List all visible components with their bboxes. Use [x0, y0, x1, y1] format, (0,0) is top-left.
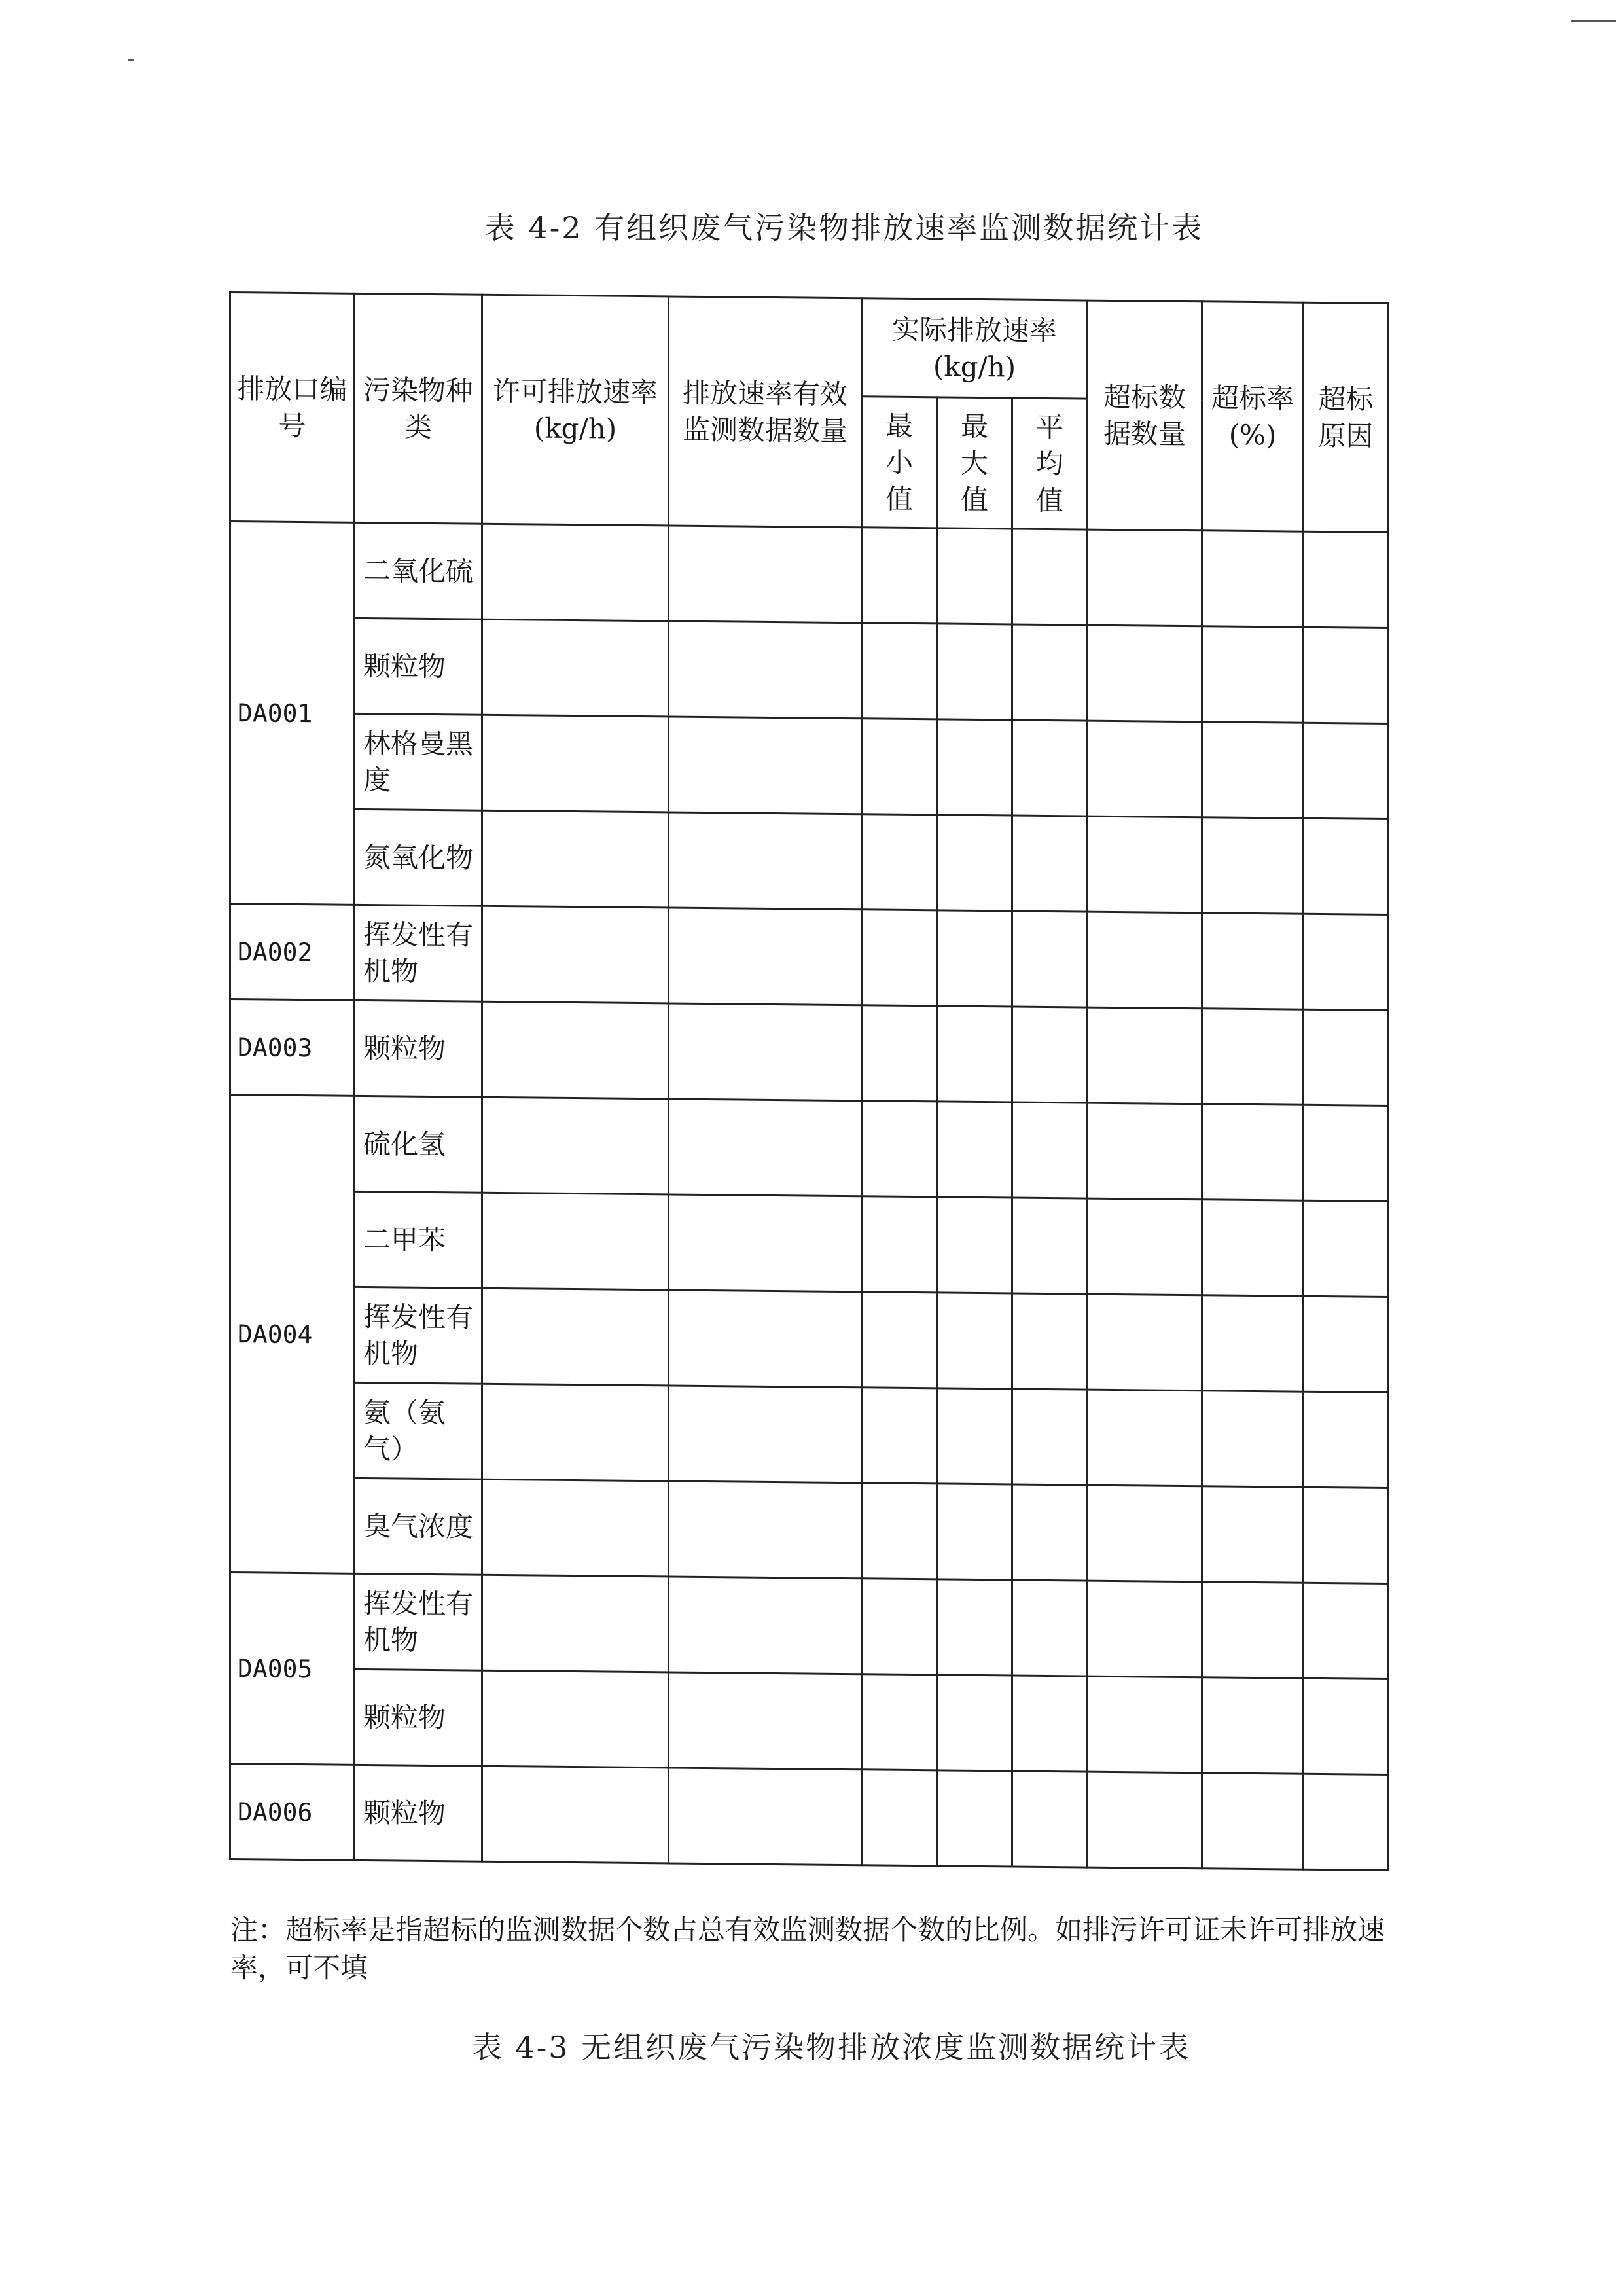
exceed-count-cell[interactable]: [1088, 1485, 1202, 1582]
outlet-cell: DA005: [230, 1573, 355, 1765]
avg-cell[interactable]: [1012, 816, 1088, 912]
exceed-count-cell[interactable]: [1088, 1007, 1202, 1104]
table-title: 表 4-2 有组织废气污染物排放速率监测数据统计表: [484, 210, 1204, 245]
exceed-reason-cell[interactable]: [1304, 1678, 1389, 1774]
pollutant-cell: 挥发性有机物: [355, 1287, 482, 1384]
exceed-reason-cell[interactable]: [1304, 1391, 1389, 1488]
header-valid-count: 排放速率有效监测数据数量: [669, 296, 862, 528]
exceed-count-cell[interactable]: [1088, 1772, 1202, 1869]
pollutant-cell: 颗粒物: [355, 1669, 482, 1766]
avg-cell[interactable]: [1012, 1007, 1088, 1103]
permit-rate-cell[interactable]: [482, 619, 669, 717]
valid-count-cell[interactable]: [669, 526, 862, 623]
header-permit-rate: 许可排放速率(kg/h): [482, 295, 669, 526]
permit-rate-cell[interactable]: [482, 1670, 669, 1768]
exceed-rate-cell[interactable]: [1202, 1009, 1304, 1105]
min-cell[interactable]: [862, 814, 937, 910]
scan-mark: [128, 59, 134, 61]
max-cell[interactable]: [937, 910, 1012, 1007]
valid-count-cell[interactable]: [669, 1290, 862, 1388]
max-cell[interactable]: [937, 1102, 1012, 1198]
exceed-reason-cell[interactable]: [1304, 723, 1389, 819]
avg-cell[interactable]: [1012, 1771, 1088, 1867]
avg-cell[interactable]: [1012, 1198, 1088, 1294]
exceed-rate-cell[interactable]: [1202, 1391, 1304, 1487]
max-cell[interactable]: [937, 719, 1012, 816]
pollutant-cell: 臭气浓度: [355, 1478, 482, 1575]
header-avg-label: 平均值: [1036, 410, 1064, 516]
avg-cell[interactable]: [1012, 1484, 1088, 1581]
min-cell[interactable]: [862, 1579, 937, 1675]
exceed-rate-cell[interactable]: [1202, 1104, 1304, 1200]
permit-rate-cell[interactable]: [482, 524, 669, 621]
permit-rate-cell[interactable]: [482, 1001, 669, 1099]
outlet-cell: DA006: [230, 1764, 355, 1861]
avg-cell[interactable]: [1012, 1102, 1088, 1198]
table-row: [230, 1573, 1389, 1679]
permit-rate-cell[interactable]: [482, 906, 669, 1003]
valid-count-cell[interactable]: [669, 1194, 862, 1292]
min-cell[interactable]: [862, 1483, 937, 1579]
pollutant-cell: 颗粒物: [355, 618, 482, 715]
table-row: [230, 713, 1389, 819]
permit-rate-cell[interactable]: [482, 1766, 669, 1863]
table-row: [230, 999, 1389, 1106]
table-note: 注：超标率是指超标的监测数据个数占总有效监测数据个数的比例。如排污许可证未许可排放速率，可不填: [230, 1914, 1385, 1984]
min-cell[interactable]: [862, 1005, 937, 1102]
table-row: [230, 522, 1389, 628]
avg-cell[interactable]: [1012, 720, 1088, 816]
valid-count-cell[interactable]: [669, 1577, 862, 1674]
exceed-count-cell[interactable]: [1088, 816, 1202, 913]
table-body: [230, 522, 1389, 1871]
avg-cell[interactable]: [1012, 1580, 1088, 1676]
header-exceed-count: 超标数据数量: [1088, 300, 1202, 531]
max-cell[interactable]: [937, 624, 1012, 720]
avg-cell[interactable]: [1012, 624, 1088, 721]
exceed-reason-cell[interactable]: [1304, 1487, 1389, 1583]
exceed-rate-cell[interactable]: [1202, 1773, 1304, 1869]
outlet-cell: DA001: [230, 522, 355, 905]
table-row: [230, 1191, 1389, 1297]
exceed-count-cell[interactable]: [1088, 721, 1202, 817]
valid-count-cell[interactable]: [669, 717, 862, 814]
permit-rate-cell[interactable]: [482, 1384, 669, 1481]
header-pollutant: 污染物种类: [355, 293, 482, 524]
pollutant-cell: 挥发性有机物: [355, 1573, 482, 1670]
header-outlet: 排放口编号: [230, 293, 355, 523]
min-cell[interactable]: [862, 623, 937, 719]
valid-count-cell[interactable]: [669, 812, 862, 910]
next-table-title: 表 4-3 无组织废气污染物排放浓度监测数据统计表: [471, 2030, 1191, 2065]
max-cell[interactable]: [937, 1006, 1012, 1102]
avg-cell[interactable]: [1012, 529, 1088, 625]
table-row: [230, 1764, 1389, 1871]
exceed-reason-cell[interactable]: [1304, 1009, 1389, 1105]
min-cell[interactable]: [862, 1292, 937, 1388]
exceed-count-cell[interactable]: [1088, 912, 1202, 1009]
min-cell[interactable]: [862, 1196, 937, 1293]
header-exceed-rate: 超标率(%): [1202, 302, 1304, 531]
exceed-reason-cell[interactable]: [1304, 1296, 1389, 1392]
avg-cell[interactable]: [1012, 911, 1088, 1007]
pollutant-cell: 颗粒物: [355, 1000, 482, 1097]
max-cell[interactable]: [937, 1388, 1012, 1484]
min-cell[interactable]: [862, 719, 937, 815]
exceed-count-cell[interactable]: [1088, 529, 1202, 626]
permit-rate-cell[interactable]: [482, 1288, 669, 1386]
exceed-count-cell[interactable]: [1088, 625, 1202, 722]
pollutant-cell: 二氧化硫: [355, 522, 482, 619]
exceed-reason-cell[interactable]: [1304, 1774, 1389, 1870]
max-cell[interactable]: [937, 815, 1012, 911]
min-cell[interactable]: [862, 1770, 937, 1866]
header-actual-rate-label: 实际排放速率: [892, 313, 1058, 347]
header-exceed-reason: 超标原因: [1304, 302, 1389, 532]
emission-rate-table: [229, 291, 1389, 1871]
exceed-rate-cell[interactable]: [1202, 722, 1304, 818]
header-max-label: 最大值: [961, 410, 989, 516]
header-max: [937, 397, 1012, 529]
max-cell[interactable]: [937, 1770, 1012, 1867]
permit-rate-cell[interactable]: [482, 1097, 669, 1194]
permit-rate-cell[interactable]: [482, 1575, 669, 1672]
pollutant-cell: 二甲苯: [355, 1191, 482, 1288]
exceed-count-cell[interactable]: [1088, 1103, 1202, 1200]
header-min-label: 最小值: [885, 409, 914, 515]
min-cell[interactable]: [862, 910, 937, 1006]
outlet-cell: DA004: [230, 1095, 355, 1574]
valid-count-cell[interactable]: [669, 1481, 862, 1579]
max-cell[interactable]: [937, 1293, 1012, 1389]
table-row: [230, 1095, 1389, 1202]
valid-count-cell[interactable]: [669, 1672, 862, 1770]
valid-count-cell[interactable]: [669, 1386, 862, 1483]
exceed-rate-cell[interactable]: [1202, 626, 1304, 723]
exceed-reason-cell[interactable]: [1304, 1200, 1389, 1297]
valid-count-cell[interactable]: [669, 621, 862, 719]
exceed-reason-cell[interactable]: [1304, 1583, 1389, 1679]
table-row: [230, 1382, 1389, 1488]
valid-count-cell[interactable]: [669, 1099, 862, 1196]
avg-cell[interactable]: [1012, 1293, 1088, 1390]
valid-count-cell[interactable]: [669, 908, 862, 1005]
table-row: [230, 1286, 1389, 1393]
pollutant-cell: 氨（氨气）: [355, 1382, 482, 1479]
permit-rate-cell[interactable]: [482, 1193, 669, 1290]
header-actual-rate-unit: (kg/h): [933, 350, 1016, 384]
valid-count-cell[interactable]: [669, 1003, 862, 1101]
exceed-rate-cell[interactable]: [1202, 817, 1304, 914]
permit-rate-cell[interactable]: [482, 1479, 669, 1577]
pollutant-cell: 颗粒物: [355, 1765, 482, 1861]
exceed-reason-cell[interactable]: [1304, 531, 1389, 628]
max-cell[interactable]: [937, 1579, 1012, 1676]
pollutant-cell: 氮氧化物: [355, 809, 482, 906]
exceed-reason-cell[interactable]: [1304, 914, 1389, 1010]
outlet-cell: DA002: [230, 904, 355, 1001]
min-cell[interactable]: [862, 528, 937, 624]
exceed-rate-cell[interactable]: [1202, 1200, 1304, 1296]
max-cell[interactable]: [937, 1197, 1012, 1293]
exceed-reason-cell[interactable]: [1304, 627, 1389, 723]
permit-rate-cell[interactable]: [482, 715, 669, 812]
pollutant-cell: 硫化氢: [355, 1096, 482, 1193]
min-cell[interactable]: [862, 1101, 937, 1197]
exceed-reason-cell[interactable]: [1304, 1105, 1389, 1201]
avg-cell[interactable]: [1012, 1389, 1088, 1485]
pollutant-cell: 挥发性有机物: [355, 905, 482, 1001]
exceed-rate-cell[interactable]: [1202, 1677, 1304, 1774]
avg-cell[interactable]: [1012, 1676, 1088, 1772]
table-row: [230, 1477, 1389, 1584]
table-row: [230, 808, 1389, 915]
max-cell[interactable]: [937, 528, 1012, 624]
table-row: [230, 617, 1389, 724]
exceed-count-cell[interactable]: [1088, 1581, 1202, 1677]
table-row: [230, 904, 1389, 1011]
exceed-rate-cell[interactable]: [1202, 531, 1304, 627]
exceed-rate-cell[interactable]: [1202, 1582, 1304, 1678]
min-cell[interactable]: [862, 1674, 937, 1770]
exceed-count-cell[interactable]: [1088, 1390, 1202, 1486]
min-cell[interactable]: [862, 1388, 937, 1484]
exceed-count-cell[interactable]: [1088, 1294, 1202, 1391]
header-min: [862, 397, 937, 528]
exceed-rate-cell[interactable]: [1202, 913, 1304, 1009]
header-avg: [1012, 398, 1088, 529]
outlet-cell: DA003: [230, 999, 355, 1096]
table-row: [230, 1668, 1389, 1775]
exceed-count-cell[interactable]: [1088, 1676, 1202, 1773]
max-cell[interactable]: [937, 1675, 1012, 1771]
valid-count-cell[interactable]: [669, 1768, 862, 1865]
header-actual-rate: [862, 298, 1088, 399]
scan-mark: [1571, 20, 1616, 22]
exceed-rate-cell[interactable]: [1202, 1295, 1304, 1391]
max-cell[interactable]: [937, 1484, 1012, 1580]
permit-rate-cell[interactable]: [482, 810, 669, 908]
exceed-rate-cell[interactable]: [1202, 1486, 1304, 1583]
pollutant-cell: 林格曼黑度: [355, 713, 482, 810]
exceed-count-cell[interactable]: [1088, 1198, 1202, 1295]
exceed-reason-cell[interactable]: [1304, 818, 1389, 914]
